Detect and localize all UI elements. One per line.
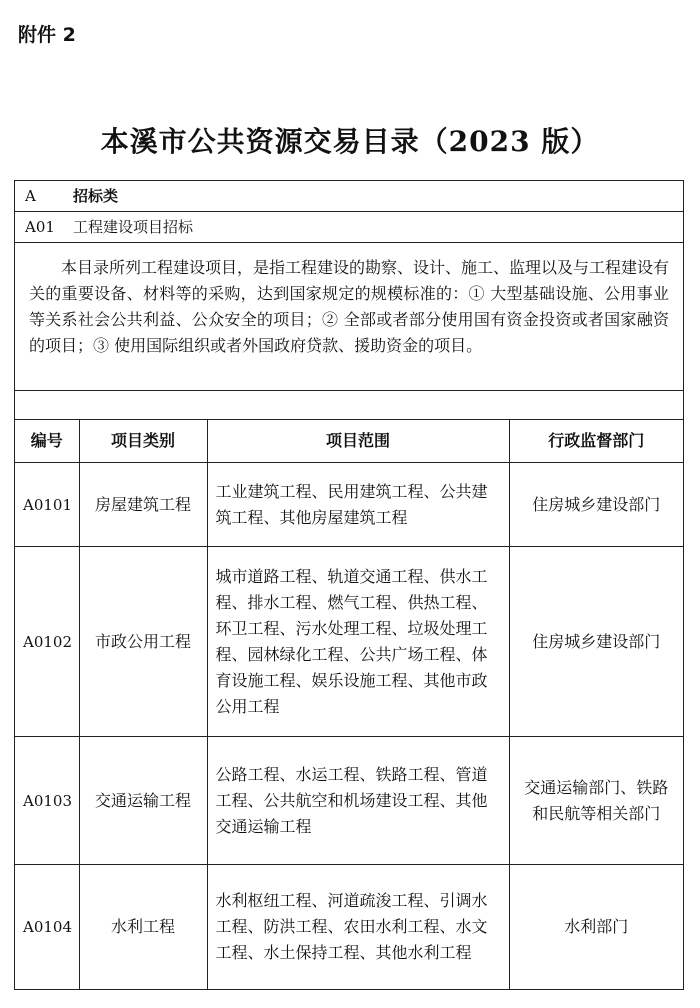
row-category: 交通运输工程 <box>79 737 207 865</box>
row-scope: 工业建筑工程、民用建筑工程、公共建筑工程、其他房屋建筑工程 <box>207 463 509 547</box>
row-dept: 住房城乡建设部门 <box>509 547 683 737</box>
subcategory-name: 工程建设项目招标 <box>73 218 194 236</box>
subcategory-row <box>15 212 683 243</box>
row-code: A0103 <box>15 737 79 865</box>
row-dept: 交通运输部门、铁路和民航等相关部门 <box>509 737 683 865</box>
page-title: 本溪市公共资源交易目录（2023 版） <box>100 125 600 158</box>
header-category: 项目类别 <box>79 420 207 463</box>
row-dept: 水利部门 <box>509 865 683 989</box>
category-code: A <box>25 187 36 205</box>
row-code: A0101 <box>15 463 79 547</box>
row-code: A0102 <box>15 547 79 737</box>
table-row <box>15 865 683 989</box>
row-category: 市政公用工程 <box>79 547 207 737</box>
table-row <box>15 547 683 737</box>
row-category: 水利工程 <box>79 865 207 989</box>
spacer-row <box>15 391 683 420</box>
row-scope: 水利枢纽工程、河道疏浚工程、引调水工程、防洪工程、农田水利工程、水文工程、水土保持工程、其他水利工程 <box>207 865 509 989</box>
row-code: A0104 <box>15 865 79 989</box>
table-row <box>15 463 683 547</box>
row-dept: 住房城乡建设部门 <box>509 463 683 547</box>
category-row <box>15 181 683 212</box>
category-name: 招标类 <box>73 187 119 205</box>
row-scope: 公路工程、水运工程、铁路工程、管道工程、公共航空和机场建设工程、其他交通运输工程 <box>207 737 509 865</box>
table-header-row <box>15 420 683 463</box>
attachment-label: 附件 2 <box>18 24 76 46</box>
header-scope: 项目范围 <box>207 420 509 463</box>
row-scope: 城市道路工程、轨道交通工程、供水工程、排水工程、燃气工程、供热工程、环卫工程、污水处理工程、垃圾处理工程、园林绿化工程、公共广场工程、体育设施工程、娱乐设施工程、其他市政公用工程 <box>207 547 509 737</box>
table-row <box>15 737 683 865</box>
row-category: 房屋建筑工程 <box>79 463 207 547</box>
subcategory-code: A01 <box>25 218 55 236</box>
header-dept: 行政监督部门 <box>509 420 683 463</box>
catalog-frame <box>14 180 684 990</box>
header-code: 编号 <box>15 420 79 463</box>
intro-paragraph: 本目录所列工程建设项目，是指工程建设的勘察、设计、施工、监理以及与工程建设有关的重要设备、材料等的采购，达到国家规定的规模标准的：① 大型基础设施、公用事业等关系社会公共利益、公众安全的项目；② 全部或者部分使用国有资金投资或者国家融资的项目；③ 使用国际组织或者外国政府贷款、援助资金的项目。 <box>15 243 683 391</box>
catalog-table <box>15 420 683 989</box>
